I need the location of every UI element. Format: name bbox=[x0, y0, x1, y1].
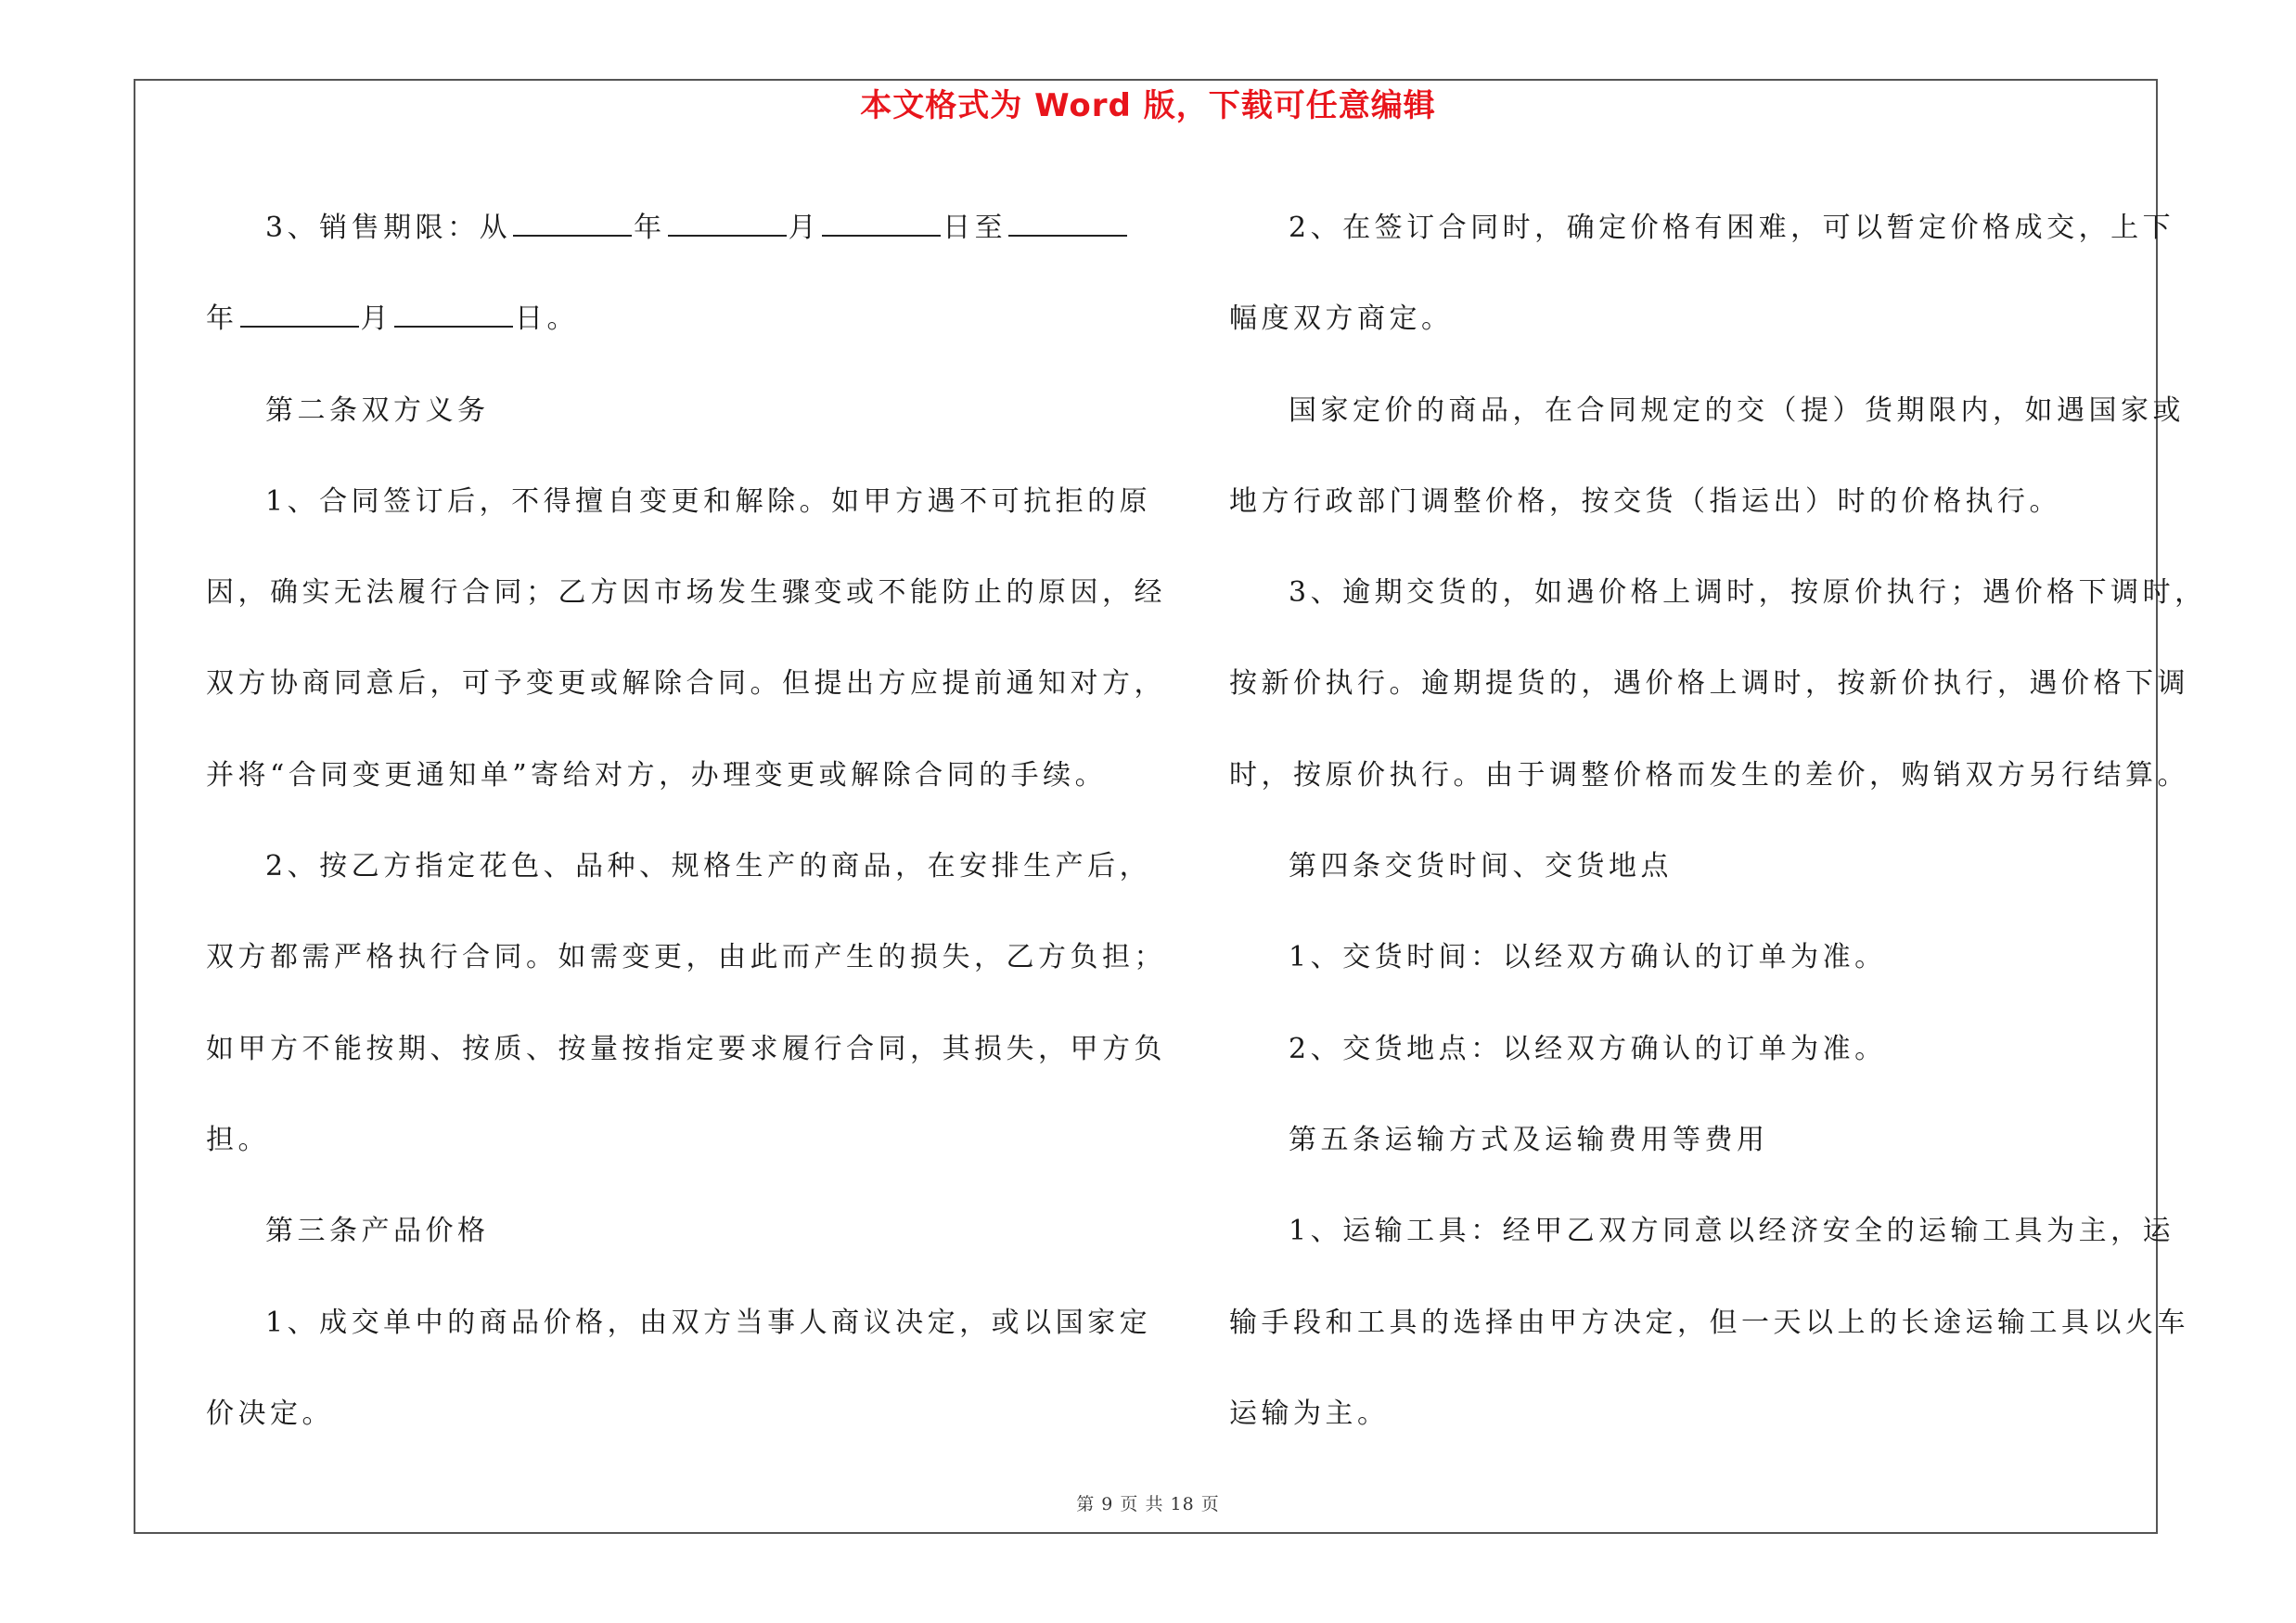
sales-period-line-2 bbox=[206, 274, 1143, 365]
article-5-heading: 第五条运输方式及运输费用等费用 bbox=[1289, 1123, 1769, 1156]
paragraph-line: 如甲方不能按期、按质、按量按指定要求履行合同，其损失，甲方负 bbox=[206, 1032, 1166, 1065]
month-label: 月 bbox=[788, 212, 821, 244]
left-column bbox=[206, 183, 1166, 1460]
paragraph-line: 2、交货地点：以经双方确认的订单为准。 bbox=[1289, 1032, 1887, 1065]
sales-period-label: 3、销售期限：从 bbox=[265, 212, 512, 244]
sales-period-line bbox=[206, 183, 1143, 274]
year-label: 年 bbox=[634, 212, 666, 244]
paragraph-line: 3、逾期交货的，如遇价格上调时，按原价执行；遇价格下调时， bbox=[1289, 576, 2207, 610]
article-3-heading: 第三条产品价格 bbox=[265, 1215, 490, 1248]
paragraph-line: 1、合同签订后，不得擅自变更和解除。如甲方遇不可抗拒的原 bbox=[265, 484, 1152, 518]
paragraph-line: 运输为主。 bbox=[1229, 1397, 1390, 1430]
paragraph-line: 1、运输工具：经甲乙双方同意以经济安全的运输工具为主，运 bbox=[1289, 1215, 2175, 1248]
paragraph-line: 按新价执行。逾期提货的，遇价格上调时，按新价执行，遇价格下调 bbox=[1229, 667, 2189, 701]
word-format-banner: 本文格式为 Word 版，下载可任意编辑 bbox=[860, 87, 1436, 124]
blank-start-year[interactable] bbox=[513, 211, 632, 237]
day-label: 日。 bbox=[515, 303, 579, 336]
paragraph-line: 国家定价的商品，在合同规定的交（提）货期限内，如遇国家或 bbox=[1289, 393, 2185, 427]
paragraph-line: 输手段和工具的选择由甲方决定，但一天以上的长途运输工具以火车 bbox=[1229, 1306, 2189, 1339]
paragraph-line: 1、交货时间：以经双方确认的订单为准。 bbox=[1289, 941, 1887, 974]
blank-start-day[interactable] bbox=[822, 211, 941, 237]
paragraph-line: 1、成交单中的商品价格，由双方当事人商议决定，或以国家定 bbox=[265, 1306, 1152, 1339]
paragraph-line: 双方都需严格执行合同。如需变更，由此而产生的损失，乙方负担； bbox=[206, 941, 1166, 974]
page-number: 第 9 页 共 18 页 bbox=[1076, 1494, 1220, 1514]
blank-start-month[interactable] bbox=[668, 211, 787, 237]
year-label: 年 bbox=[206, 303, 238, 336]
blank-end-day[interactable] bbox=[394, 302, 513, 328]
paragraph-line: 双方协商同意后，可予变更或解除合同。但提出方应提前通知对方， bbox=[206, 667, 1166, 701]
paragraph-line: 地方行政部门调整价格，按交货（指运出）时的价格执行。 bbox=[1229, 484, 2061, 518]
day-to-label: 日至 bbox=[943, 212, 1007, 244]
article-4-heading: 第四条交货时间、交货地点 bbox=[1289, 850, 1673, 883]
blank-end-month[interactable] bbox=[240, 302, 359, 328]
blank-end-year[interactable] bbox=[1008, 211, 1127, 237]
paragraph-line: 2、按乙方指定花色、品种、规格生产的商品，在安排生产后， bbox=[265, 850, 1152, 883]
paragraph-line: 担。 bbox=[206, 1123, 270, 1156]
right-column bbox=[1229, 183, 2207, 1460]
paragraph-line: 因，确实无法履行合同；乙方因市场发生骤变或不能防止的原因，经 bbox=[206, 576, 1166, 610]
article-2-heading: 第二条双方义务 bbox=[265, 393, 490, 427]
paragraph-line: 价决定。 bbox=[206, 1397, 334, 1430]
paragraph-line: 并将“合同变更通知单”寄给对方，办理变更或解除合同的手续。 bbox=[206, 758, 1108, 792]
paragraph-line: 2、在签订合同时，确定价格有困难，可以暂定价格成交，上下 bbox=[1289, 212, 2175, 244]
month-label: 月 bbox=[360, 303, 392, 336]
paragraph-line: 时，按原价执行。由于调整价格而发生的差价，购销双方另行结算。 bbox=[1229, 758, 2189, 792]
paragraph-line: 幅度双方商定。 bbox=[1229, 303, 1454, 336]
